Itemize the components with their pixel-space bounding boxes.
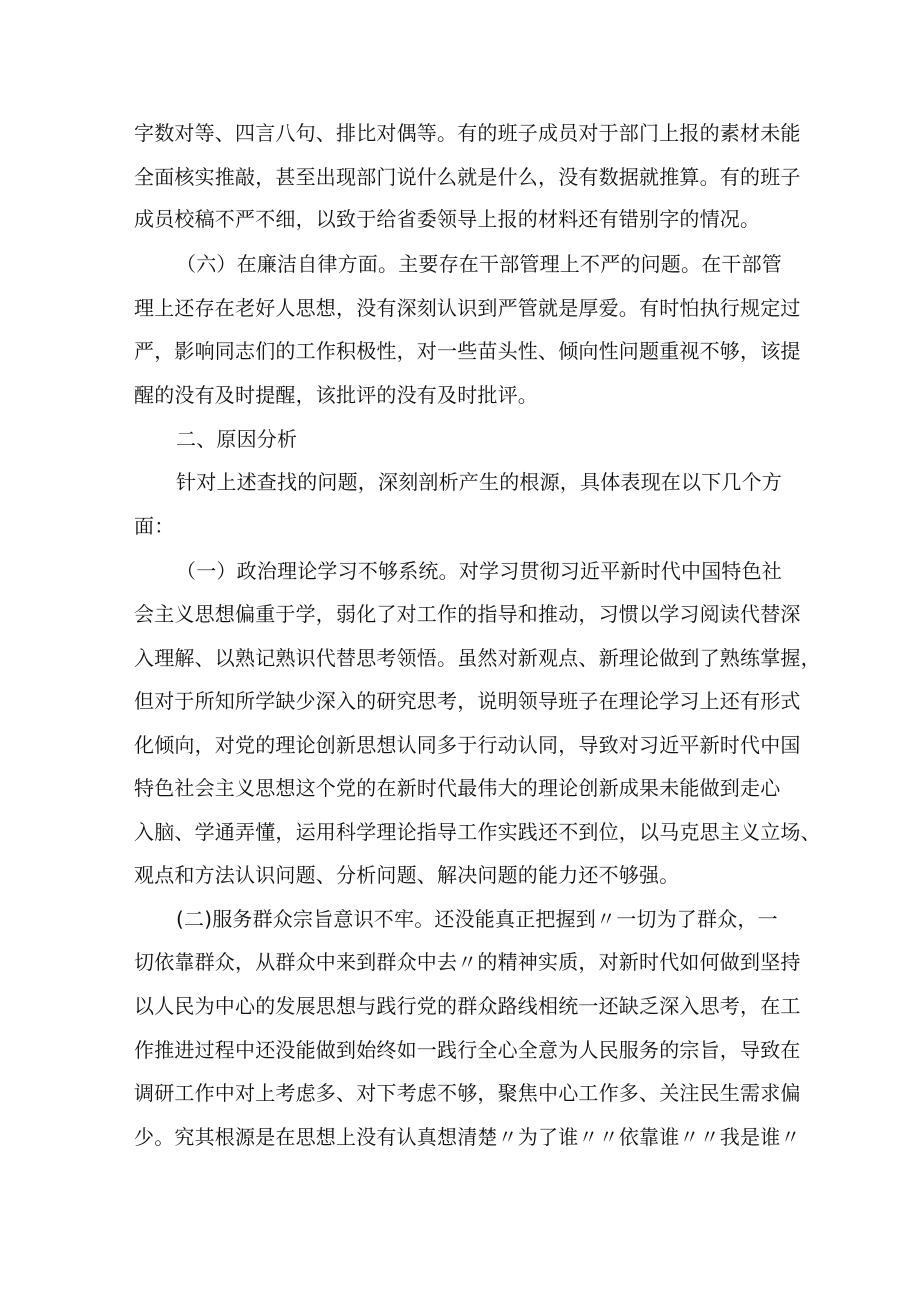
section-heading-line: (二)服务群众宗旨意识不牢。还没能真正把握到〃一切为了群众，一 [176, 907, 778, 931]
text-line: 化倾向，对党的理论创新思想认同多于行动认同，导致对习近平新时代中国 [134, 733, 801, 757]
section-heading-line: （一）政治理论学习不够系统。对学习贯彻习近平新时代中国特色社 [176, 559, 782, 583]
text-line: 理上还存在老好人思想，没有深刻认识到严管就是厚爱。有时怕执行规定过 [134, 296, 801, 320]
text-line: 但对于所知所学缺少深入的研究思考，说明领导班子在理论学习上还有形式 [134, 689, 801, 713]
chapter-heading: 二、原因分析 [176, 427, 298, 451]
text-line: 观点和方法认识问题、分析问题、解决问题的能力还不够强。 [134, 863, 680, 887]
text-line: 会主义思想偏重于学，弱化了对工作的指导和推动，习惯以学习阅读代替深 [134, 602, 801, 626]
text-line: 严，影响同志们的工作积极性，对一些苗头性、倾向性问题重视不够，该提 [134, 339, 801, 363]
text-line: 少。究其根源是在思想上没有认真想清楚〃为了谁〃〃依靠谁〃〃我是谁〃 [134, 1125, 801, 1149]
text-line: 切依靠群众，从群众中来到群众中去〃的精神实质，对新时代如何做到坚持 [134, 950, 801, 974]
section-heading-line: （六）在廉洁自律方面。主要存在干部管理上不严的问题。在干部管 [176, 252, 782, 276]
text-line: 全面核实推敲，甚至出现部门说什么就是什么，没有数据就推算。有的班子 [134, 165, 801, 189]
text-line: 以人民为中心的发展思想与践行党的群众路线相统一还缺乏深入思考，在工 [134, 994, 801, 1018]
text-line: 入脑、学通弄懂，运用科学理论指导工作实践还不到位，以马克思主义立场、 [134, 820, 821, 844]
text-line: 面： [134, 514, 175, 538]
text-line: 针对上述查找的问题，深刻剖析产生的根源，具体表现在以下几个方 [176, 470, 782, 494]
text-line: 特色社会主义思想这个党的在新时代最伟大的理论创新成果未能做到走心 [134, 776, 781, 800]
text-line: 作推进过程中还没能做到始终如一践行全心全意为人民服务的宗旨，导致在 [134, 1038, 801, 1062]
text-line: 字数对等、四言八句、排比对偶等。有的班子成员对于部门上报的素材未能 [134, 121, 801, 145]
text-line: 成员校稿不严不细，以致于给省委领导上报的材料还有错别字的情况。 [134, 207, 761, 231]
text-line: 醒的没有及时提醒，该批评的没有及时批评。 [134, 383, 538, 407]
text-line: 入理解、以熟记熟识代替思考领悟。虽然对新观点、新理论做到了熟练掌握， [134, 646, 821, 670]
text-line: 调研工作中对上考虑多、对下考虑不够，聚焦中心工作多、关注民生需求偏 [134, 1081, 801, 1105]
